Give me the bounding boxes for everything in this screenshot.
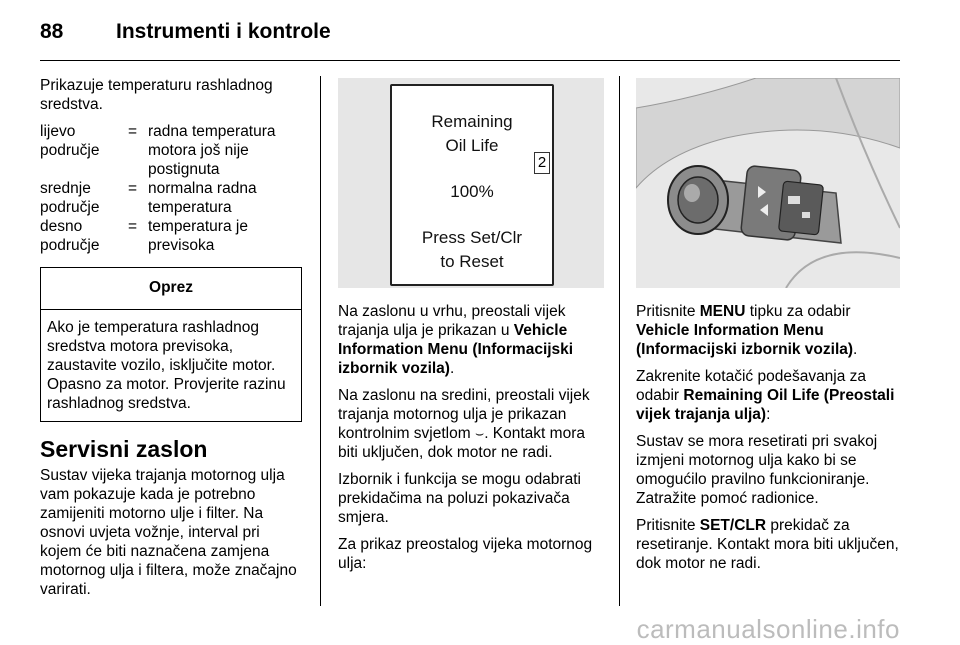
text-run: Pritisnite: [636, 517, 700, 534]
paragraph: [338, 386, 606, 462]
display-line-press: Press Set/Clr: [421, 228, 523, 247]
definition-term: srednje područje: [40, 180, 100, 216]
definition-table: [40, 122, 302, 255]
text-run: Na zaslonu u vrhu, preostali vijek trajanja ulja je prikazan u: [338, 303, 566, 339]
text-run: . Kontakt mora biti uključen, dok motor ne radi.: [338, 425, 585, 461]
definition-row: [40, 217, 302, 255]
paragraph: [338, 302, 606, 378]
lever-illustration: [636, 78, 900, 288]
caution-body: Ako je temperatura rashladnog sredstva motora previsoka, zaustavite vozilo, isključite motor. Opasno za motor. Provjerite razinu rashladnog sredstva.: [47, 319, 286, 412]
definition-row: [40, 122, 302, 179]
page-title: Instrumenti i kontrole: [116, 20, 331, 43]
text-run: :: [766, 406, 771, 423]
definition-term: desno područje: [40, 218, 100, 254]
paragraph: [636, 516, 904, 573]
display-line-reset: to Reset: [440, 252, 504, 271]
definition-term: lijevo područje: [40, 123, 100, 159]
column-right: [636, 302, 904, 581]
paragraph: Za prikaz preostalog vijeka motornog ulja:: [338, 536, 593, 572]
paragraph: [636, 302, 904, 359]
text-run: prekidač za resetiranje. Kontakt mora biti uključen, dok motor ne radi.: [636, 517, 899, 572]
definition-equals: =: [128, 180, 138, 197]
paragraph: [636, 367, 904, 424]
section-title: Servisni zaslon: [40, 436, 208, 462]
text-run: Pritisnite: [636, 303, 700, 320]
definition-row: [40, 179, 302, 217]
page-number: 88: [40, 20, 64, 43]
menu-name: Vehicle Information Menu (Informacijski izbornik vozila): [338, 322, 574, 377]
turn-signal-lever-figure: [636, 78, 900, 288]
text-run: tipku za odabir: [745, 303, 851, 320]
column-middle: [338, 302, 606, 581]
button-name: MENU: [699, 303, 746, 320]
section-body: Sustav vijeka trajanja motornog ulja vam pokazuje kada je potrebno zamijeniti motorno ulje i filter. Na osnovi uvjeta vožnje, interval pri kojem će biti naznačena zamjena motornog ulja i filtera, može značajno varirati.: [40, 467, 297, 598]
text-run: .: [853, 341, 858, 358]
menu-name: Vehicle Information Menu (Informacijski izbornik vozila): [636, 322, 854, 358]
intro-text: Prikazuje temperaturu rashladnog sredstva.: [40, 77, 273, 113]
oil-can-icon: ⌣: [474, 425, 485, 441]
text-run: Zakrenite kotačić podešavanja za odabir: [636, 368, 867, 404]
display-percent: 100%: [450, 182, 494, 201]
definition-equals: =: [128, 218, 138, 235]
definition-equals: =: [128, 123, 138, 140]
button-name: SET/CLR: [699, 517, 767, 534]
display-screen: [390, 84, 554, 286]
display-line-remaining: Remaining: [431, 112, 513, 131]
text-run: .: [449, 360, 455, 377]
caution-box: [40, 267, 302, 422]
paragraph: Sustav se mora resetirati pri svakoj izmjeni motornog ulja kako bi se omogućilo pravilno funkcioniranje. Zatražite pomoć radionice.: [636, 433, 878, 507]
page-header: [40, 18, 900, 61]
column-left: [40, 76, 302, 607]
definition-desc: radna temperatura motora još nije postignuta: [148, 123, 276, 178]
caution-title: Oprez: [41, 268, 301, 310]
menu-item-name: Remaining Oil Life (Preostali vijek trajanja ulja): [636, 387, 895, 423]
figure-badge: 2: [534, 152, 550, 174]
definition-desc: normalna radna temperatura: [148, 180, 257, 216]
watermark-logo: carmanualsonline.info: [636, 614, 900, 644]
display-line-oil-life: Oil Life: [445, 136, 499, 155]
paragraph: Izbornik i funkcija se mogu odabrati prekidačima na poluzi pokazivača smjera.: [338, 471, 581, 526]
column-divider-2: [619, 76, 620, 606]
column-divider-1: [320, 76, 321, 606]
text-run: Na zaslonu na sredini, preostali vijek trajanja motornog ulja je prikazan kontrolnim svjetlom: [338, 387, 590, 442]
oil-life-display-figure: [338, 78, 604, 288]
definition-desc: temperatura je previsoka: [148, 218, 248, 254]
